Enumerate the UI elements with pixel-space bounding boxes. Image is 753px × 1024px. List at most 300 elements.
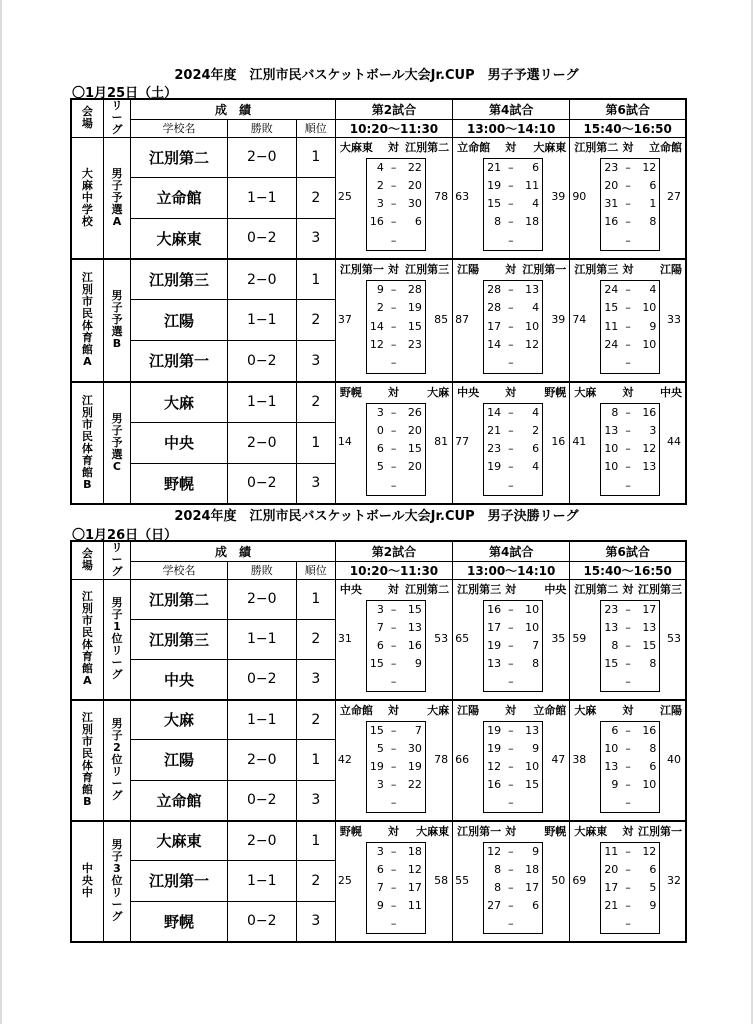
quarter-score-away: 6 <box>532 160 540 174</box>
home-team: 大麻東 <box>339 140 373 154</box>
away-team: 江別第一 <box>638 824 682 838</box>
league-cell <box>103 382 131 505</box>
total-away: 33 <box>667 312 681 326</box>
quarter-dash: – <box>390 160 397 174</box>
quarter-dash: – <box>625 777 631 791</box>
quarter-dash: – <box>390 478 397 492</box>
quarter-score-away: 12 <box>642 160 657 174</box>
league-name: 男子予選B <box>111 289 123 351</box>
rank: 2 <box>296 619 335 659</box>
quarter-row <box>364 722 426 740</box>
quarter-dash: – <box>508 638 514 652</box>
quarter-row <box>598 740 660 758</box>
quarter-row <box>364 794 426 812</box>
quarter-score-home: 13 <box>604 423 619 437</box>
quarter-row <box>364 915 426 933</box>
rank: 3 <box>296 901 335 941</box>
quarter-score-home: 24 <box>604 337 619 351</box>
quarter-dash: – <box>625 862 631 876</box>
versus-label: 対 <box>505 703 517 717</box>
quarter-score-away: 10 <box>642 777 657 791</box>
school-name: 江陽 <box>131 740 228 780</box>
total-home: 90 <box>572 190 587 204</box>
quarter-dash: – <box>390 723 397 737</box>
quarter-dash: – <box>625 620 631 634</box>
quarter-score-home: 8 <box>611 638 619 652</box>
game-box <box>453 822 569 941</box>
home-team: 立命館 <box>457 140 491 154</box>
quarter-score-home: 19 <box>487 178 502 192</box>
win-loss: 0−2 <box>227 901 296 941</box>
quarter-row <box>598 655 660 673</box>
quarter-score-home: 5 <box>376 460 384 474</box>
away-team: 大麻 <box>427 703 450 717</box>
game-cell <box>570 259 686 382</box>
away-team: 中央 <box>544 582 567 596</box>
quarter-row <box>364 601 426 619</box>
home-team: 江別第二 <box>574 582 619 596</box>
win-loss: 2−0 <box>227 422 296 463</box>
win-loss: 2−0 <box>227 137 296 178</box>
venue-cell <box>71 382 103 505</box>
quarter-row <box>481 318 543 336</box>
home-team: 江別第三 <box>574 263 619 276</box>
versus-label: 対 <box>387 703 399 717</box>
league-header-label: リーグ <box>111 99 123 137</box>
quarter-score-away: 13 <box>525 283 540 296</box>
venue-header <box>71 541 103 579</box>
quarter-row <box>481 619 543 637</box>
quarter-dash: – <box>390 898 397 912</box>
quarter-score-away: 13 <box>407 620 422 634</box>
quarter-row <box>598 861 660 879</box>
quarter-score-away: 12 <box>525 337 540 351</box>
quarter-row <box>598 722 660 740</box>
venue-name: 大麻中学校 <box>81 166 93 228</box>
game-box <box>336 822 452 941</box>
away-team: 立命館 <box>533 703 567 717</box>
quarter-row <box>364 422 426 440</box>
quarter-score-away: 19 <box>407 301 422 315</box>
total-away: 16 <box>551 435 566 449</box>
game-box <box>453 138 569 259</box>
quarter-score-away: 11 <box>525 178 540 192</box>
school-name: 江別第三 <box>131 259 228 300</box>
league-cell <box>103 700 131 821</box>
league-header <box>103 99 131 137</box>
quarter-score-home: 27 <box>487 898 502 912</box>
section-title: 2024年度 江別市民バスケットボール大会Jr.CUP 男子決勝リーグ <box>174 509 579 524</box>
team-row <box>71 821 686 861</box>
quarter-dash: – <box>625 460 631 474</box>
quarter-dash: – <box>508 319 514 333</box>
quarter-dash: – <box>390 197 397 211</box>
quarter-row <box>481 879 543 897</box>
quarter-score-home: 28 <box>487 283 502 296</box>
game-box <box>336 701 452 820</box>
quarter-score-away: 16 <box>407 638 422 652</box>
away-team: 立命館 <box>649 140 682 154</box>
game-time: 10:20～11:30 <box>335 119 452 137</box>
total-away: 47 <box>551 752 566 766</box>
quarter-score-away: 9 <box>414 656 422 670</box>
quarter-dash: – <box>625 674 631 688</box>
quarter-score-home: 19 <box>487 460 502 474</box>
school-name: 江別第一 <box>131 341 228 382</box>
quarter-row <box>481 601 543 619</box>
away-team: 中央 <box>660 385 682 399</box>
total-away: 44 <box>667 435 681 449</box>
quarter-row <box>598 843 660 861</box>
home-team: 中央 <box>457 385 480 399</box>
quarter-score-home: 16 <box>369 215 384 229</box>
rank: 1 <box>296 579 335 619</box>
quarter-score-away: 4 <box>532 197 540 211</box>
total-home: 41 <box>572 435 587 449</box>
game-cell <box>453 700 570 821</box>
quarter-dash: – <box>508 741 514 755</box>
quarter-row <box>598 159 660 177</box>
quarter-score-away: 13 <box>642 460 657 474</box>
quarter-score-home: 13 <box>604 620 619 634</box>
win-loss: 1−1 <box>227 700 296 740</box>
quarter-score-away: 4 <box>649 283 657 296</box>
quarter-score-home: 2 <box>376 301 384 315</box>
quarter-dash: – <box>508 620 514 634</box>
venue-name: 江別市民体育館B <box>81 393 93 491</box>
quarter-row <box>364 655 426 673</box>
quarter-score-home: 23 <box>604 602 619 616</box>
quarter-row <box>481 404 543 422</box>
quarter-row <box>364 318 426 336</box>
quarter-score-home: 8 <box>494 862 502 876</box>
results-table <box>70 540 687 943</box>
quarter-score-home: 16 <box>604 215 619 229</box>
total-home: 14 <box>337 435 352 449</box>
quarter-dash: – <box>390 602 397 616</box>
quarter-score-away: 15 <box>407 602 422 616</box>
win-loss: 1−1 <box>227 382 296 423</box>
quarter-row <box>364 336 426 354</box>
quarter-dash: – <box>625 478 631 492</box>
quarter-score-home: 20 <box>604 862 619 876</box>
league-cell <box>103 137 131 259</box>
away-team: 江陽 <box>660 703 682 717</box>
school-name: 大麻 <box>131 382 228 423</box>
away-team: 江別第二 <box>405 582 450 596</box>
quarter-score-away: 8 <box>649 656 657 670</box>
quarter-score-away: 10 <box>525 602 540 616</box>
school-name: 中央 <box>131 422 228 463</box>
quarter-score-away: 9 <box>532 844 540 858</box>
team-row <box>71 700 686 740</box>
quarter-dash: – <box>625 795 631 809</box>
versus-label: 対 <box>387 385 399 399</box>
game-box <box>570 138 685 259</box>
quarter-row <box>481 843 543 861</box>
versus-label: 対 <box>622 263 634 276</box>
quarter-score-home: 8 <box>494 880 502 894</box>
quarter-score-home: 17 <box>487 620 502 634</box>
home-team: 大麻東 <box>574 824 608 838</box>
game-time: 15:40～16:50 <box>570 561 686 579</box>
rank: 2 <box>296 861 335 901</box>
quarter-score-home: 3 <box>376 405 384 419</box>
venue-cell <box>71 821 103 942</box>
quarter-dash: – <box>390 283 397 296</box>
quarter-score-away: 15 <box>407 319 422 333</box>
quarter-row <box>481 897 543 915</box>
total-away: 50 <box>551 873 566 887</box>
quarter-row <box>598 897 660 915</box>
quarter-score-home: 10 <box>604 460 619 474</box>
versus-label: 対 <box>622 385 634 399</box>
quarter-scores <box>481 159 543 250</box>
quarter-score-home: 9 <box>376 283 384 296</box>
quarter-dash: – <box>625 301 631 315</box>
quarter-row <box>364 458 426 476</box>
quarter-row <box>364 477 426 495</box>
game-time: 13:00～14:10 <box>453 119 570 137</box>
rank: 2 <box>296 178 335 219</box>
versus-label: 対 <box>387 263 399 276</box>
quarter-row <box>364 619 426 637</box>
quarter-scores <box>364 722 426 812</box>
game-cell <box>570 700 686 821</box>
versus-label: 対 <box>622 703 634 717</box>
quarter-row <box>598 299 660 317</box>
quarter-score-away: 13 <box>525 723 540 737</box>
quarter-dash: – <box>390 442 397 456</box>
quarter-score-away: 7 <box>532 638 540 652</box>
quarter-row <box>481 299 543 317</box>
home-team: 江別第一 <box>457 824 502 838</box>
quarter-row <box>598 336 660 354</box>
total-home: 74 <box>572 312 587 326</box>
quarter-scores <box>481 722 543 812</box>
total-home: 55 <box>455 873 470 887</box>
win-loss: 0−2 <box>227 218 296 259</box>
win-loss: 0−2 <box>227 780 296 820</box>
quarter-row <box>481 177 543 195</box>
quarter-score-home: 19 <box>369 759 384 773</box>
quarter-dash: – <box>390 862 397 876</box>
total-home: 42 <box>337 752 352 766</box>
quarter-score-away: 9 <box>649 319 657 333</box>
venue-cell <box>71 259 103 382</box>
quarter-dash: – <box>390 319 397 333</box>
quarter-dash: – <box>625 844 631 858</box>
quarter-scores <box>598 404 660 495</box>
win-loss: 1−1 <box>227 178 296 219</box>
total-home: 37 <box>337 312 352 326</box>
quarter-scores <box>364 159 426 250</box>
quarter-row <box>481 915 543 933</box>
quarter-dash: – <box>508 301 514 315</box>
quarter-dash: – <box>508 215 514 229</box>
quarter-score-away: 22 <box>407 160 422 174</box>
away-team: 江別第三 <box>638 582 682 596</box>
quarter-score-home: 10 <box>604 442 619 456</box>
quarter-dash: – <box>508 759 514 773</box>
quarter-dash: – <box>508 862 514 876</box>
quarter-score-home: 15 <box>604 301 619 315</box>
quarter-row <box>598 794 660 812</box>
quarter-dash: – <box>508 178 514 192</box>
quarter-dash: – <box>508 283 514 296</box>
quarter-dash: – <box>625 405 631 419</box>
quarter-score-away: 4 <box>532 301 540 315</box>
quarter-score-away: 9 <box>532 741 540 755</box>
quarter-score-home: 2 <box>376 178 384 192</box>
total-away: 78 <box>434 752 449 766</box>
rank: 2 <box>296 300 335 341</box>
venue-cell <box>71 579 103 700</box>
rank: 3 <box>296 341 335 382</box>
quarter-row <box>598 477 660 495</box>
quarter-row <box>481 354 543 372</box>
quarter-dash: – <box>625 283 631 296</box>
game-box <box>453 701 569 820</box>
total-home: 59 <box>572 631 587 645</box>
quarter-score-home: 20 <box>604 178 619 192</box>
quarter-row <box>598 281 660 299</box>
quarter-dash: – <box>625 442 631 456</box>
quarter-dash: – <box>390 916 397 930</box>
quarter-dash: – <box>390 880 397 894</box>
quarter-row <box>598 354 660 372</box>
quarter-row <box>481 776 543 794</box>
quarter-score-away: 7 <box>414 723 422 737</box>
quarter-dash: – <box>508 916 514 930</box>
game-box <box>336 580 452 699</box>
school-name: 江別第一 <box>131 861 228 901</box>
quarter-row <box>598 195 660 213</box>
league-name: 男子予選A <box>111 166 123 228</box>
school-name: 江陽 <box>131 300 228 341</box>
quarter-dash: – <box>390 620 397 634</box>
quarter-dash: – <box>625 178 631 192</box>
total-away: 27 <box>667 190 681 204</box>
quarter-score-home: 24 <box>604 283 619 296</box>
quarter-scores <box>598 722 660 812</box>
quarter-score-away: 6 <box>649 759 657 773</box>
venue-header <box>71 99 103 137</box>
quarter-score-home: 13 <box>487 656 502 670</box>
quarter-score-home: 5 <box>376 741 384 755</box>
versus-label: 対 <box>387 582 399 596</box>
quarter-row <box>364 637 426 655</box>
total-away: 40 <box>667 752 681 766</box>
game-header: 第6試合 <box>570 541 686 561</box>
rank-header: 順位 <box>296 561 335 579</box>
venue-header-label: 会場 <box>81 105 93 131</box>
venue-name: 中央中 <box>81 862 93 899</box>
quarter-scores <box>598 281 660 372</box>
quarter-row <box>364 232 426 250</box>
header-row <box>71 541 686 561</box>
total-home: 31 <box>337 631 352 645</box>
quarter-dash: – <box>508 423 514 437</box>
record-header: 成 績 <box>131 541 336 561</box>
quarter-score-away: 6 <box>532 442 540 456</box>
quarter-scores <box>364 281 426 372</box>
quarter-dash: – <box>625 319 631 333</box>
quarter-row <box>481 794 543 812</box>
league-name: 男子3位リーグ <box>111 838 123 923</box>
game-box <box>570 260 685 381</box>
game-box <box>453 383 569 504</box>
quarter-score-away: 22 <box>407 777 422 791</box>
quarter-score-home: 21 <box>487 160 502 174</box>
quarter-score-away: 18 <box>525 862 540 876</box>
quarter-dash: – <box>390 178 397 192</box>
school-name: 立命館 <box>131 178 228 219</box>
game-cell <box>570 137 686 259</box>
game-header: 第4試合 <box>453 99 570 119</box>
school-header: 学校名 <box>131 561 228 579</box>
league-name: 男子予選C <box>111 411 123 473</box>
game-time: 13:00～14:10 <box>453 561 570 579</box>
quarter-score-home: 3 <box>376 602 384 616</box>
home-team: 野幌 <box>339 385 362 399</box>
quarter-dash: – <box>390 215 397 229</box>
league-cell <box>103 579 131 700</box>
quarter-score-away: 15 <box>407 442 422 456</box>
record-header: 成 績 <box>131 99 336 119</box>
game-cell <box>335 259 452 382</box>
quarter-score-away: 19 <box>407 759 422 773</box>
quarter-score-home: 14 <box>487 337 502 351</box>
subheader-row <box>71 119 686 137</box>
quarter-dash: – <box>508 777 514 791</box>
quarter-row <box>364 776 426 794</box>
home-team: 野幌 <box>339 824 362 838</box>
quarter-dash: – <box>508 723 514 737</box>
rank: 3 <box>296 659 335 699</box>
rank: 1 <box>296 259 335 300</box>
quarter-score-home: 17 <box>604 880 619 894</box>
quarter-score-away: 13 <box>642 620 657 634</box>
league-header <box>103 541 131 579</box>
quarter-dash: – <box>508 460 514 474</box>
quarter-score-home: 6 <box>611 723 619 737</box>
section-date: 〇1月26日（日） <box>72 528 178 543</box>
quarter-score-home: 12 <box>487 844 502 858</box>
quarter-score-home: 19 <box>487 741 502 755</box>
quarter-score-away: 8 <box>649 215 657 229</box>
quarter-dash: – <box>390 741 397 755</box>
game-header: 第2試合 <box>335 99 452 119</box>
away-team: 大麻東 <box>533 140 567 154</box>
school-header: 学校名 <box>131 119 228 137</box>
quarter-score-home: 9 <box>611 777 619 791</box>
away-team: 江別第一 <box>522 263 567 276</box>
quarter-score-away: 30 <box>407 741 422 755</box>
game-box <box>570 580 685 699</box>
quarter-dash: – <box>508 197 514 211</box>
quarter-dash: – <box>625 759 631 773</box>
quarter-row <box>481 422 543 440</box>
total-home: 25 <box>337 190 352 204</box>
quarter-dash: – <box>508 674 514 688</box>
quarter-row <box>364 861 426 879</box>
game-cell <box>335 137 452 259</box>
quarter-score-away: 16 <box>642 723 657 737</box>
quarter-score-home: 23 <box>604 160 619 174</box>
quarter-score-away: 18 <box>407 844 422 858</box>
quarter-score-away: 3 <box>649 423 657 437</box>
